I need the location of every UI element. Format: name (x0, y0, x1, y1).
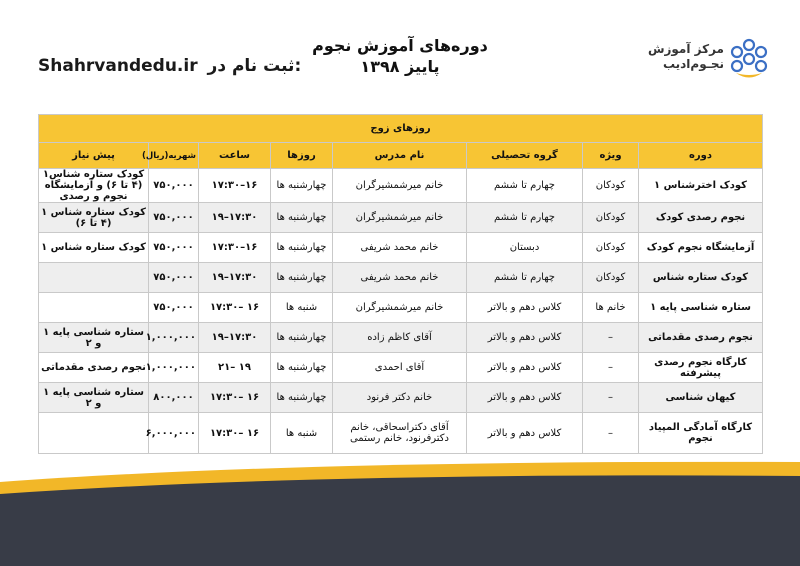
logo-text (648, 42, 724, 72)
course-cell: کارگاه نجوم رصدی پیشرفته (639, 353, 763, 383)
footer-dark-wave (0, 475, 800, 566)
time-cell: ۱۷:۳۰–۱۹ (199, 203, 271, 233)
teacher-cell: آقای کاظم زاده (333, 323, 467, 353)
footer-band (0, 460, 800, 566)
teacher-cell: آقای احمدی (333, 353, 467, 383)
title-line-1: دوره‌های آموزش نجوم (312, 36, 488, 55)
logo-icon (728, 38, 770, 80)
audience-cell: – (583, 383, 639, 413)
teacher-cell: خانم محمد شریفی (333, 263, 467, 293)
days-cell: چهارشنبه ها (271, 203, 333, 233)
audience-cell: خانم ها (583, 293, 639, 323)
table-row (39, 383, 763, 413)
fee-cell: ۷۵۰,۰۰۰ (149, 169, 199, 203)
table-row (39, 413, 763, 454)
teacher-cell: خانم میرشمشیرگران (333, 203, 467, 233)
time-cell: ۱۶ –۱۷:۳۰ (199, 413, 271, 454)
teacher-cell: آقای دکتراسحاقی، خانم دکترفرنود، خانم رستمی (333, 413, 467, 454)
course-cell: کودک ستاره شناس (639, 263, 763, 293)
schedule-table (38, 114, 763, 454)
register-label: ثبت نام در: (207, 56, 302, 76)
column-header: شهریه(ریال) (149, 143, 199, 169)
time-cell: ۱۶–۱۷:۳۰ (199, 233, 271, 263)
logo-line-2: نجـوم‌ادیب (662, 57, 724, 71)
page-header (0, 0, 800, 110)
audience-cell: کودکان (583, 233, 639, 263)
audience-cell: – (583, 413, 639, 454)
table-row (39, 263, 763, 293)
table-row (39, 353, 763, 383)
course-cell: کودک اخترشناس ۱ (639, 169, 763, 203)
time-cell: ۱۶ –۱۷:۳۰ (199, 383, 271, 413)
prereq-cell (39, 293, 149, 323)
teacher-cell: خانم میرشمشیرگران (333, 169, 467, 203)
group-cell: دبستان (467, 233, 583, 263)
fee-cell: ۱,۰۰۰,۰۰۰ (149, 323, 199, 353)
course-cell: نجوم رصدی کودک (639, 203, 763, 233)
prereq-cell: کودک ستاره شناس۱ (۴ تا ۶) و آزمایشگاه نجوم و رصدی (39, 169, 149, 203)
column-header: گروه تحصیلی (467, 143, 583, 169)
days-cell: چهارشنبه ها (271, 233, 333, 263)
group-cell: کلاس دهم و بالاتر (467, 383, 583, 413)
days-cell: چهارشنبه ها (271, 353, 333, 383)
days-cell: چهارشنبه ها (271, 383, 333, 413)
table-caption: روزهای زوج (39, 115, 763, 143)
column-header: ویژه (583, 143, 639, 169)
group-cell: چهارم تا ششم (467, 263, 583, 293)
audience-cell: کودکان (583, 263, 639, 293)
column-header: روزها (271, 143, 333, 169)
course-cell: ستاره شناسی پایه ۱ (639, 293, 763, 323)
time-cell: ۱۹ –۲۱ (199, 353, 271, 383)
table-row (39, 323, 763, 353)
table-body (39, 169, 763, 454)
fee-cell: ۷۵۰,۰۰۰ (149, 233, 199, 263)
page-title (300, 36, 500, 76)
audience-cell: کودکان (583, 169, 639, 203)
days-cell: چهارشنبه ها (271, 323, 333, 353)
table-row (39, 169, 763, 203)
fee-cell: ۸۰۰,۰۰۰ (149, 383, 199, 413)
table-header-row (39, 143, 763, 169)
audience-cell: کودکان (583, 203, 639, 233)
audience-cell: – (583, 353, 639, 383)
audience-cell: – (583, 323, 639, 353)
teacher-cell: خانم محمد شریفی (333, 233, 467, 263)
prereq-cell: کودک ستاره شناس ۱ (39, 233, 149, 263)
fee-cell: ۱,۰۰۰,۰۰۰ (149, 353, 199, 383)
time-cell: ۱۶ –۱۷:۳۰ (199, 293, 271, 323)
prereq-cell (39, 263, 149, 293)
time-cell: ۱۶–۱۷:۳۰ (199, 169, 271, 203)
logo-line-1: مرکز آموزش (647, 42, 724, 56)
days-cell: شنبه ها (271, 413, 333, 454)
table-row (39, 233, 763, 263)
fee-cell: ۶,۰۰۰,۰۰۰ (149, 413, 199, 454)
prereq-cell: کودک ستاره شناس ۱ (۴ تا ۶) (39, 203, 149, 233)
column-header: ساعت (199, 143, 271, 169)
prereq-cell: ستاره شناسی پایه ۱ و ۲ (39, 383, 149, 413)
course-cell: آزمایشگاه نجوم کودک (639, 233, 763, 263)
teacher-cell: خانم دکتر فرنود (333, 383, 467, 413)
prereq-cell (39, 413, 149, 454)
website-link[interactable]: Shahrvandedu.ir (38, 56, 198, 76)
days-cell: شنبه ها (271, 293, 333, 323)
logo (640, 38, 770, 82)
table-row (39, 293, 763, 323)
group-cell: کلاس دهم و بالاتر (467, 293, 583, 323)
teacher-cell: خانم میرشمشیرگران (333, 293, 467, 323)
course-cell: کیهان شناسی (639, 383, 763, 413)
days-cell: چهارشنبه ها (271, 169, 333, 203)
column-header: نام مدرس (333, 143, 467, 169)
time-cell: ۱۷:۳۰–۱۹ (199, 263, 271, 293)
registration-info (38, 56, 301, 76)
group-cell: کلاس دهم و بالاتر (467, 323, 583, 353)
column-header: دوره (639, 143, 763, 169)
prereq-cell: ستاره شناسی پایه ۱ و ۲ (39, 323, 149, 353)
column-header: پیش نیاز (39, 143, 149, 169)
group-cell: چهارم تا ششم (467, 203, 583, 233)
fee-cell: ۷۵۰,۰۰۰ (149, 203, 199, 233)
group-cell: کلاس دهم و بالاتر (467, 353, 583, 383)
title-line-2: پاییز ۱۳۹۸ (360, 57, 440, 76)
days-cell: چهارشنبه ها (271, 263, 333, 293)
table-row (39, 203, 763, 233)
course-cell: کارگاه آمادگی المپیاد نجوم (639, 413, 763, 454)
course-cell: نجوم رصدی مقدماتی (639, 323, 763, 353)
time-cell: ۱۷:۳۰–۱۹ (199, 323, 271, 353)
fee-cell: ۷۵۰,۰۰۰ (149, 263, 199, 293)
prereq-cell: نجوم رصدی مقدماتی (39, 353, 149, 383)
group-cell: چهارم تا ششم (467, 169, 583, 203)
group-cell: کلاس دهم و بالاتر (467, 413, 583, 454)
fee-cell: ۷۵۰,۰۰۰ (149, 293, 199, 323)
